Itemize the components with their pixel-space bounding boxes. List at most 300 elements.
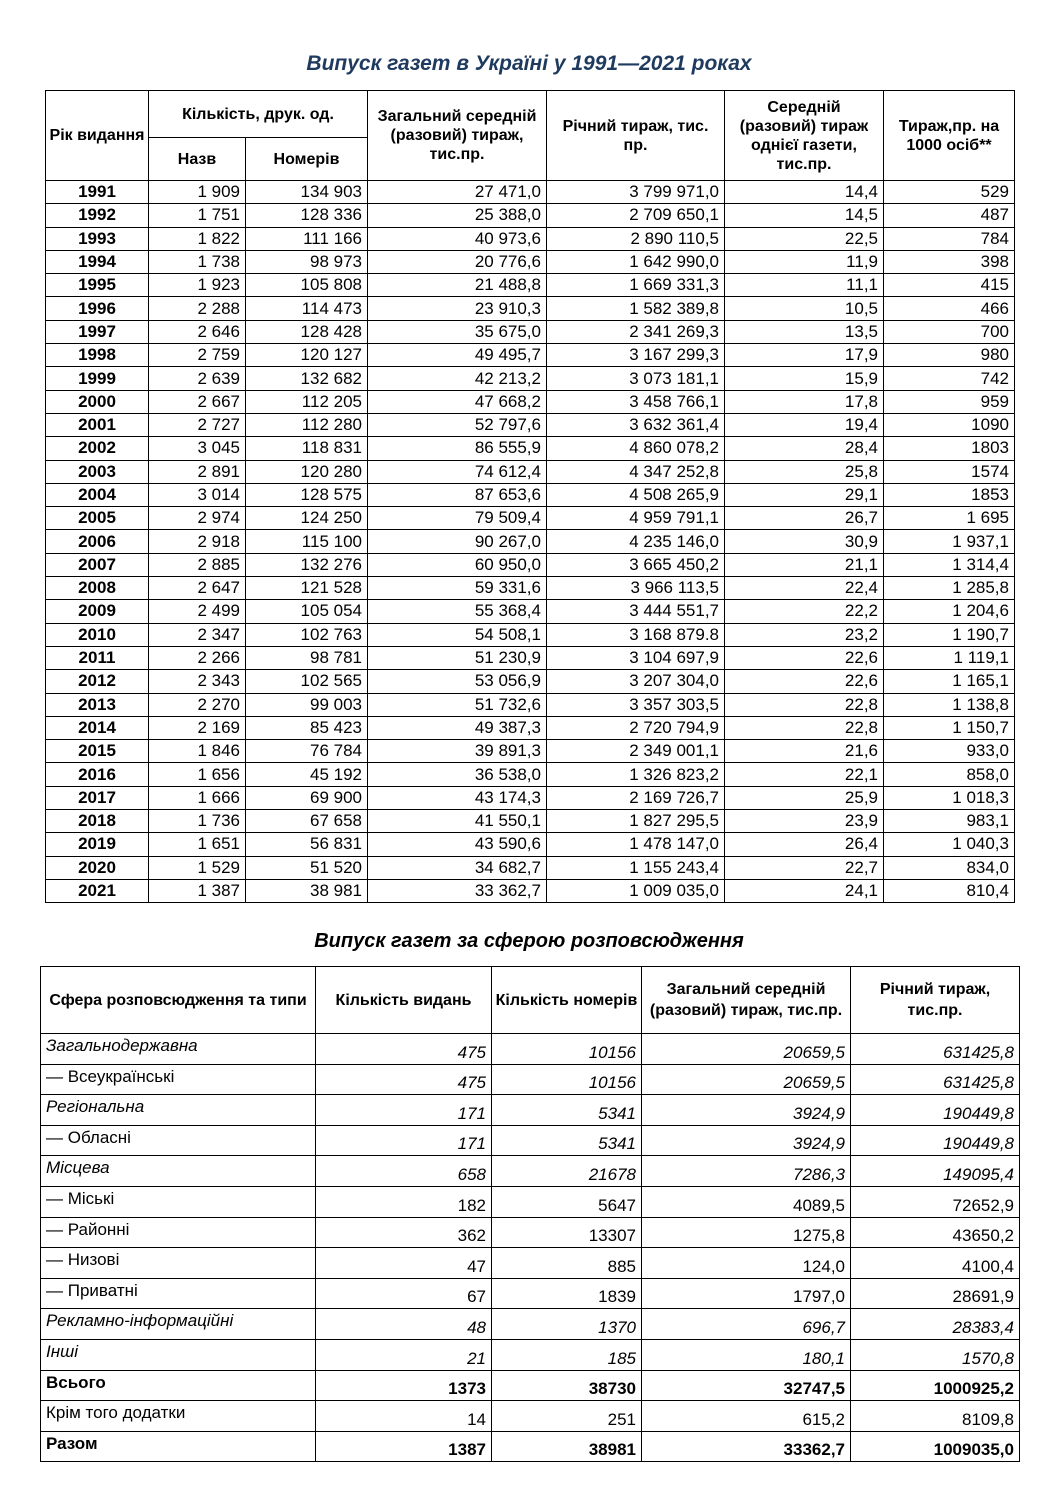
annual-cell: 28691,9 — [851, 1278, 1020, 1309]
avg-one-cell: 22,6 — [725, 670, 884, 693]
titles-cell: 2 727 — [149, 413, 246, 436]
editions-cell: 14 — [316, 1401, 492, 1432]
per-1000-cell: 1853 — [884, 483, 1015, 506]
year-cell: 2007 — [46, 553, 149, 576]
per-1000-cell: 487 — [884, 204, 1015, 227]
total-avg-cell: 33 362,7 — [368, 879, 547, 902]
avg-one-cell: 19,4 — [725, 413, 884, 436]
issues-count-cell: 185 — [492, 1339, 642, 1370]
total-avg-cell: 51 230,9 — [368, 646, 547, 669]
table-row — [41, 1431, 1020, 1462]
titles-cell: 1 651 — [149, 833, 246, 856]
per-1000-cell: 858,0 — [884, 763, 1015, 786]
sphere-label: Всього — [41, 1370, 316, 1401]
total-avg-cell: 49 495,7 — [368, 344, 547, 367]
issues-cell: 105 054 — [246, 600, 368, 623]
annual-cell: 3 073 181,1 — [547, 367, 725, 390]
annual-cell: 631425,8 — [851, 1064, 1020, 1095]
issues-cell: 112 205 — [246, 390, 368, 413]
avg-one-cell: 22,8 — [725, 716, 884, 739]
year-cell: 2008 — [46, 577, 149, 600]
issues-count-cell: 10156 — [492, 1064, 642, 1095]
header-sphere: Сфера розповсюдження та типи — [41, 967, 316, 1034]
sphere-label: — Низові — [41, 1248, 316, 1279]
annual-cell: 1009035,0 — [851, 1431, 1020, 1462]
yearly-newspapers-table — [45, 90, 1015, 903]
header-editions: Кількість видань — [316, 967, 492, 1034]
titles-cell: 2 266 — [149, 646, 246, 669]
year-cell: 1995 — [46, 274, 149, 297]
avg-one-cell: 22,5 — [725, 227, 884, 250]
year-cell: 1997 — [46, 320, 149, 343]
per-1000-cell: 1 165,1 — [884, 670, 1015, 693]
per-1000-cell: 1 018,3 — [884, 786, 1015, 809]
annual-cell: 3 357 303,5 — [547, 693, 725, 716]
issues-cell: 120 280 — [246, 460, 368, 483]
total-avg-cell: 124,0 — [642, 1248, 851, 1279]
avg-one-cell: 22,7 — [725, 856, 884, 879]
table-row — [46, 600, 1015, 623]
avg-one-cell: 10,5 — [725, 297, 884, 320]
sphere-label: — Міські — [41, 1186, 316, 1217]
per-1000-cell: 959 — [884, 390, 1015, 413]
total-avg-cell: 60 950,0 — [368, 553, 547, 576]
year-cell: 2005 — [46, 507, 149, 530]
table-row — [46, 530, 1015, 553]
annual-cell: 43650,2 — [851, 1217, 1020, 1248]
titles-cell: 2 891 — [149, 460, 246, 483]
table-row — [41, 1401, 1020, 1432]
total-avg-cell: 54 508,1 — [368, 623, 547, 646]
per-1000-cell: 1 204,6 — [884, 600, 1015, 623]
titles-cell: 2 270 — [149, 693, 246, 716]
header-total-avg: Загальний середній (разовий) тираж, тис.пр. — [642, 967, 851, 1034]
annual-cell: 72652,9 — [851, 1186, 1020, 1217]
sphere-label: — Обласні — [41, 1125, 316, 1156]
year-cell: 2004 — [46, 483, 149, 506]
issues-cell: 128 336 — [246, 204, 368, 227]
titles-cell: 2 647 — [149, 577, 246, 600]
total-avg-cell: 86 555,9 — [368, 437, 547, 460]
table-row — [46, 740, 1015, 763]
annual-cell: 4 959 791,1 — [547, 507, 725, 530]
issues-cell: 67 658 — [246, 810, 368, 833]
total-avg-cell: 27 471,0 — [368, 181, 547, 204]
year-cell: 2009 — [46, 600, 149, 623]
table-row — [46, 274, 1015, 297]
issues-cell: 102 763 — [246, 623, 368, 646]
titles-cell: 1 923 — [149, 274, 246, 297]
year-cell: 2021 — [46, 879, 149, 902]
table-row — [41, 1125, 1020, 1156]
header-annual-circulation: Річний тираж, тис. пр. — [547, 91, 725, 181]
table-row — [46, 646, 1015, 669]
year-cell: 2000 — [46, 390, 149, 413]
annual-cell: 1 155 243,4 — [547, 856, 725, 879]
table-row — [41, 1095, 1020, 1126]
titles-cell: 1 822 — [149, 227, 246, 250]
issues-cell: 128 575 — [246, 483, 368, 506]
total-avg-cell: 615,2 — [642, 1401, 851, 1432]
year-cell: 2018 — [46, 810, 149, 833]
editions-cell: 362 — [316, 1217, 492, 1248]
per-1000-cell: 529 — [884, 181, 1015, 204]
titles-cell: 2 667 — [149, 390, 246, 413]
header-annual: Річний тираж, тис.пр. — [851, 967, 1020, 1034]
titles-cell: 2 918 — [149, 530, 246, 553]
table-row — [46, 413, 1015, 436]
editions-cell: 1387 — [316, 1431, 492, 1462]
total-avg-cell: 32747,5 — [642, 1370, 851, 1401]
issues-cell: 102 565 — [246, 670, 368, 693]
issues-cell: 98 973 — [246, 250, 368, 273]
total-avg-cell: 34 682,7 — [368, 856, 547, 879]
issues-count-cell: 5647 — [492, 1186, 642, 1217]
table-row — [46, 879, 1015, 902]
avg-one-cell: 30,9 — [725, 530, 884, 553]
sphere-label: Регіональна — [41, 1095, 316, 1126]
year-cell: 2014 — [46, 716, 149, 739]
issues-count-cell: 885 — [492, 1248, 642, 1279]
annual-cell: 2 890 110,5 — [547, 227, 725, 250]
titles-cell: 1 846 — [149, 740, 246, 763]
sphere-label: Загальнодержавна — [41, 1034, 316, 1065]
table-row — [41, 1309, 1020, 1340]
avg-one-cell: 26,4 — [725, 833, 884, 856]
issues-count-cell: 10156 — [492, 1034, 642, 1065]
total-avg-cell: 36 538,0 — [368, 763, 547, 786]
annual-cell: 1 582 389,8 — [547, 297, 725, 320]
editions-cell: 1373 — [316, 1370, 492, 1401]
year-cell: 2017 — [46, 786, 149, 809]
per-1000-cell: 1 314,4 — [884, 553, 1015, 576]
annual-cell: 1 478 147,0 — [547, 833, 725, 856]
avg-one-cell: 11,1 — [725, 274, 884, 297]
per-1000-cell: 1 138,8 — [884, 693, 1015, 716]
editions-cell: 21 — [316, 1339, 492, 1370]
total-avg-cell: 1275,8 — [642, 1217, 851, 1248]
sphere-label: — Приватні — [41, 1278, 316, 1309]
annual-cell: 4 347 252,8 — [547, 460, 725, 483]
issues-cell: 134 903 — [246, 181, 368, 204]
total-avg-cell: 52 797,6 — [368, 413, 547, 436]
table-row — [46, 693, 1015, 716]
avg-one-cell: 23,9 — [725, 810, 884, 833]
issues-cell: 132 276 — [246, 553, 368, 576]
year-cell: 1999 — [46, 367, 149, 390]
table-row — [46, 297, 1015, 320]
year-cell: 1998 — [46, 344, 149, 367]
titles-cell: 2 169 — [149, 716, 246, 739]
per-1000-cell: 834,0 — [884, 856, 1015, 879]
annual-cell: 1570,8 — [851, 1339, 1020, 1370]
avg-one-cell: 14,4 — [725, 181, 884, 204]
per-1000-cell: 1 190,7 — [884, 623, 1015, 646]
per-1000-cell: 933,0 — [884, 740, 1015, 763]
issues-cell: 120 127 — [246, 344, 368, 367]
sphere-label: — Всеукраїнські — [41, 1064, 316, 1095]
issues-count-cell: 5341 — [492, 1095, 642, 1126]
issues-cell: 118 831 — [246, 437, 368, 460]
total-avg-cell: 3924,9 — [642, 1095, 851, 1126]
per-1000-cell: 466 — [884, 297, 1015, 320]
editions-cell: 182 — [316, 1186, 492, 1217]
annual-cell: 2 341 269,3 — [547, 320, 725, 343]
total-avg-cell: 42 213,2 — [368, 367, 547, 390]
annual-cell: 4 508 265,9 — [547, 483, 725, 506]
annual-cell: 1 009 035,0 — [547, 879, 725, 902]
issues-cell: 105 808 — [246, 274, 368, 297]
avg-one-cell: 11,9 — [725, 250, 884, 273]
annual-cell: 4100,4 — [851, 1248, 1020, 1279]
titles-cell: 1 751 — [149, 204, 246, 227]
issues-cell: 56 831 — [246, 833, 368, 856]
header-year: Рік видання — [46, 91, 149, 181]
table2-title: Випуск газет за сферою розповсюдження — [314, 930, 744, 952]
annual-cell: 149095,4 — [851, 1156, 1020, 1187]
issues-cell: 99 003 — [246, 693, 368, 716]
table-row — [41, 1339, 1020, 1370]
total-avg-cell: 74 612,4 — [368, 460, 547, 483]
annual-cell: 28383,4 — [851, 1309, 1020, 1340]
issues-count-cell: 5341 — [492, 1125, 642, 1156]
per-1000-cell: 415 — [884, 274, 1015, 297]
issues-cell: 114 473 — [246, 297, 368, 320]
per-1000-cell: 1090 — [884, 413, 1015, 436]
table-row — [46, 833, 1015, 856]
per-1000-cell: 983,1 — [884, 810, 1015, 833]
avg-one-cell: 14,5 — [725, 204, 884, 227]
annual-cell: 3 168 879.8 — [547, 623, 725, 646]
total-avg-cell: 20 776,6 — [368, 250, 547, 273]
total-avg-cell: 23 910,3 — [368, 297, 547, 320]
total-avg-cell: 33362,7 — [642, 1431, 851, 1462]
issues-cell: 115 100 — [246, 530, 368, 553]
table-row — [41, 1186, 1020, 1217]
table-row — [46, 716, 1015, 739]
annual-cell: 3 665 450,2 — [547, 553, 725, 576]
year-cell: 2013 — [46, 693, 149, 716]
per-1000-cell: 1 040,3 — [884, 833, 1015, 856]
total-avg-cell: 43 174,3 — [368, 786, 547, 809]
total-avg-cell: 59 331,6 — [368, 577, 547, 600]
distribution-sphere-table — [40, 966, 1020, 1462]
avg-one-cell: 23,2 — [725, 623, 884, 646]
total-avg-cell: 47 668,2 — [368, 390, 547, 413]
annual-cell: 190449,8 — [851, 1095, 1020, 1126]
table-row — [46, 437, 1015, 460]
annual-cell: 2 349 001,1 — [547, 740, 725, 763]
per-1000-cell: 1 285,8 — [884, 577, 1015, 600]
total-avg-cell: 3924,9 — [642, 1125, 851, 1156]
year-cell: 2015 — [46, 740, 149, 763]
per-1000-cell: 810,4 — [884, 879, 1015, 902]
year-cell: 1992 — [46, 204, 149, 227]
issues-count-cell: 38981 — [492, 1431, 642, 1462]
table-row — [46, 670, 1015, 693]
issues-cell: 128 428 — [246, 320, 368, 343]
table-row — [46, 250, 1015, 273]
titles-cell: 2 646 — [149, 320, 246, 343]
year-cell: 1994 — [46, 250, 149, 273]
per-1000-cell: 700 — [884, 320, 1015, 343]
header-count-group: Кількість, друк. од. — [149, 91, 368, 138]
titles-cell: 1 529 — [149, 856, 246, 879]
avg-one-cell: 29,1 — [725, 483, 884, 506]
year-cell: 2001 — [46, 413, 149, 436]
issues-cell: 132 682 — [246, 367, 368, 390]
sphere-label: Місцева — [41, 1156, 316, 1187]
annual-cell: 3 632 361,4 — [547, 413, 725, 436]
header-avg-one-paper: Середній (разовий) тираж однієї газети, тис.пр. — [725, 91, 884, 181]
annual-cell: 3 207 304,0 — [547, 670, 725, 693]
year-cell: 2006 — [46, 530, 149, 553]
annual-cell: 1 326 823,2 — [547, 763, 725, 786]
issues-count-cell: 1839 — [492, 1278, 642, 1309]
avg-one-cell: 21,6 — [725, 740, 884, 763]
issues-count-cell: 251 — [492, 1401, 642, 1432]
table-row — [46, 577, 1015, 600]
table-row — [46, 460, 1015, 483]
table-row — [41, 1156, 1020, 1187]
annual-cell: 631425,8 — [851, 1034, 1020, 1065]
table-row — [46, 786, 1015, 809]
table-row — [46, 181, 1015, 204]
year-cell: 1996 — [46, 297, 149, 320]
titles-cell: 3 014 — [149, 483, 246, 506]
per-1000-cell: 1 695 — [884, 507, 1015, 530]
table-row — [46, 553, 1015, 576]
per-1000-cell: 1 150,7 — [884, 716, 1015, 739]
avg-one-cell: 15,9 — [725, 367, 884, 390]
annual-cell: 2 720 794,9 — [547, 716, 725, 739]
avg-one-cell: 26,7 — [725, 507, 884, 530]
issues-cell: 76 784 — [246, 740, 368, 763]
sphere-label: — Районні — [41, 1217, 316, 1248]
avg-one-cell: 25,9 — [725, 786, 884, 809]
avg-one-cell: 22,2 — [725, 600, 884, 623]
titles-cell: 2 885 — [149, 553, 246, 576]
issues-count-cell: 38730 — [492, 1370, 642, 1401]
issues-cell: 38 981 — [246, 879, 368, 902]
titles-cell: 2 759 — [149, 344, 246, 367]
annual-cell: 1 642 990,0 — [547, 250, 725, 273]
total-avg-cell: 87 653,6 — [368, 483, 547, 506]
table-row — [46, 623, 1015, 646]
table-row — [46, 507, 1015, 530]
issues-cell: 112 280 — [246, 413, 368, 436]
annual-cell: 3 799 971,0 — [547, 181, 725, 204]
sphere-label: Рекламно-інформаційні — [41, 1309, 316, 1340]
titles-cell: 1 909 — [149, 181, 246, 204]
total-avg-cell: 79 509,4 — [368, 507, 547, 530]
sphere-label: Крім того додатки — [41, 1401, 316, 1432]
annual-cell: 1 827 295,5 — [547, 810, 725, 833]
issues-count-cell: 13307 — [492, 1217, 642, 1248]
table-row — [46, 227, 1015, 250]
year-cell: 1991 — [46, 181, 149, 204]
table-row — [46, 344, 1015, 367]
annual-cell: 8109,8 — [851, 1401, 1020, 1432]
per-1000-cell: 742 — [884, 367, 1015, 390]
total-avg-cell: 40 973,6 — [368, 227, 547, 250]
header-issues-count: Кількість номерів — [492, 967, 642, 1034]
editions-cell: 48 — [316, 1309, 492, 1340]
total-avg-cell: 35 675,0 — [368, 320, 547, 343]
total-avg-cell: 180,1 — [642, 1339, 851, 1370]
year-cell: 2012 — [46, 670, 149, 693]
titles-cell: 2 639 — [149, 367, 246, 390]
issues-count-cell: 1370 — [492, 1309, 642, 1340]
editions-cell: 658 — [316, 1156, 492, 1187]
table-row — [46, 320, 1015, 343]
annual-cell: 3 444 551,7 — [547, 600, 725, 623]
total-avg-cell: 1797,0 — [642, 1278, 851, 1309]
total-avg-cell: 20659,5 — [642, 1064, 851, 1095]
issues-cell: 69 900 — [246, 786, 368, 809]
header-per-1000: Тираж,пр. на 1000 осіб** — [884, 91, 1015, 181]
titles-cell: 1 738 — [149, 250, 246, 273]
titles-cell: 2 343 — [149, 670, 246, 693]
titles-cell: 1 656 — [149, 763, 246, 786]
annual-cell: 4 235 146,0 — [547, 530, 725, 553]
annual-cell: 4 860 078,2 — [547, 437, 725, 460]
year-cell: 2003 — [46, 460, 149, 483]
avg-one-cell: 22,8 — [725, 693, 884, 716]
header-titles: Назв — [149, 138, 246, 181]
editions-cell: 67 — [316, 1278, 492, 1309]
per-1000-cell: 1803 — [884, 437, 1015, 460]
total-avg-cell: 39 891,3 — [368, 740, 547, 763]
sphere-label: Разом — [41, 1431, 316, 1462]
issues-cell: 51 520 — [246, 856, 368, 879]
avg-one-cell: 21,1 — [725, 553, 884, 576]
table-row — [46, 204, 1015, 227]
annual-cell: 2 169 726,7 — [547, 786, 725, 809]
annual-cell: 1000925,2 — [851, 1370, 1020, 1401]
editions-cell: 171 — [316, 1125, 492, 1156]
per-1000-cell: 980 — [884, 344, 1015, 367]
header-total-avg-circulation: Загальний середній (разовий) тираж, тис.пр. — [368, 91, 547, 181]
year-cell: 2020 — [46, 856, 149, 879]
total-avg-cell: 696,7 — [642, 1309, 851, 1340]
total-avg-cell: 41 550,1 — [368, 810, 547, 833]
issues-cell: 121 528 — [246, 577, 368, 600]
editions-cell: 475 — [316, 1034, 492, 1065]
table-row — [46, 763, 1015, 786]
issues-cell: 85 423 — [246, 716, 368, 739]
year-cell: 2016 — [46, 763, 149, 786]
titles-cell: 2 974 — [149, 507, 246, 530]
avg-one-cell: 25,8 — [725, 460, 884, 483]
avg-one-cell: 17,9 — [725, 344, 884, 367]
table-row — [46, 483, 1015, 506]
titles-cell: 1 387 — [149, 879, 246, 902]
titles-cell: 1 736 — [149, 810, 246, 833]
total-avg-cell: 7286,3 — [642, 1156, 851, 1187]
issues-cell: 98 781 — [246, 646, 368, 669]
editions-cell: 171 — [316, 1095, 492, 1126]
year-cell: 2019 — [46, 833, 149, 856]
annual-cell: 3 104 697,9 — [547, 646, 725, 669]
total-avg-cell: 4089,5 — [642, 1186, 851, 1217]
per-1000-cell: 398 — [884, 250, 1015, 273]
total-avg-cell: 49 387,3 — [368, 716, 547, 739]
issues-count-cell: 21678 — [492, 1156, 642, 1187]
per-1000-cell: 1574 — [884, 460, 1015, 483]
annual-cell: 3 167 299,3 — [547, 344, 725, 367]
per-1000-cell: 1 119,1 — [884, 646, 1015, 669]
